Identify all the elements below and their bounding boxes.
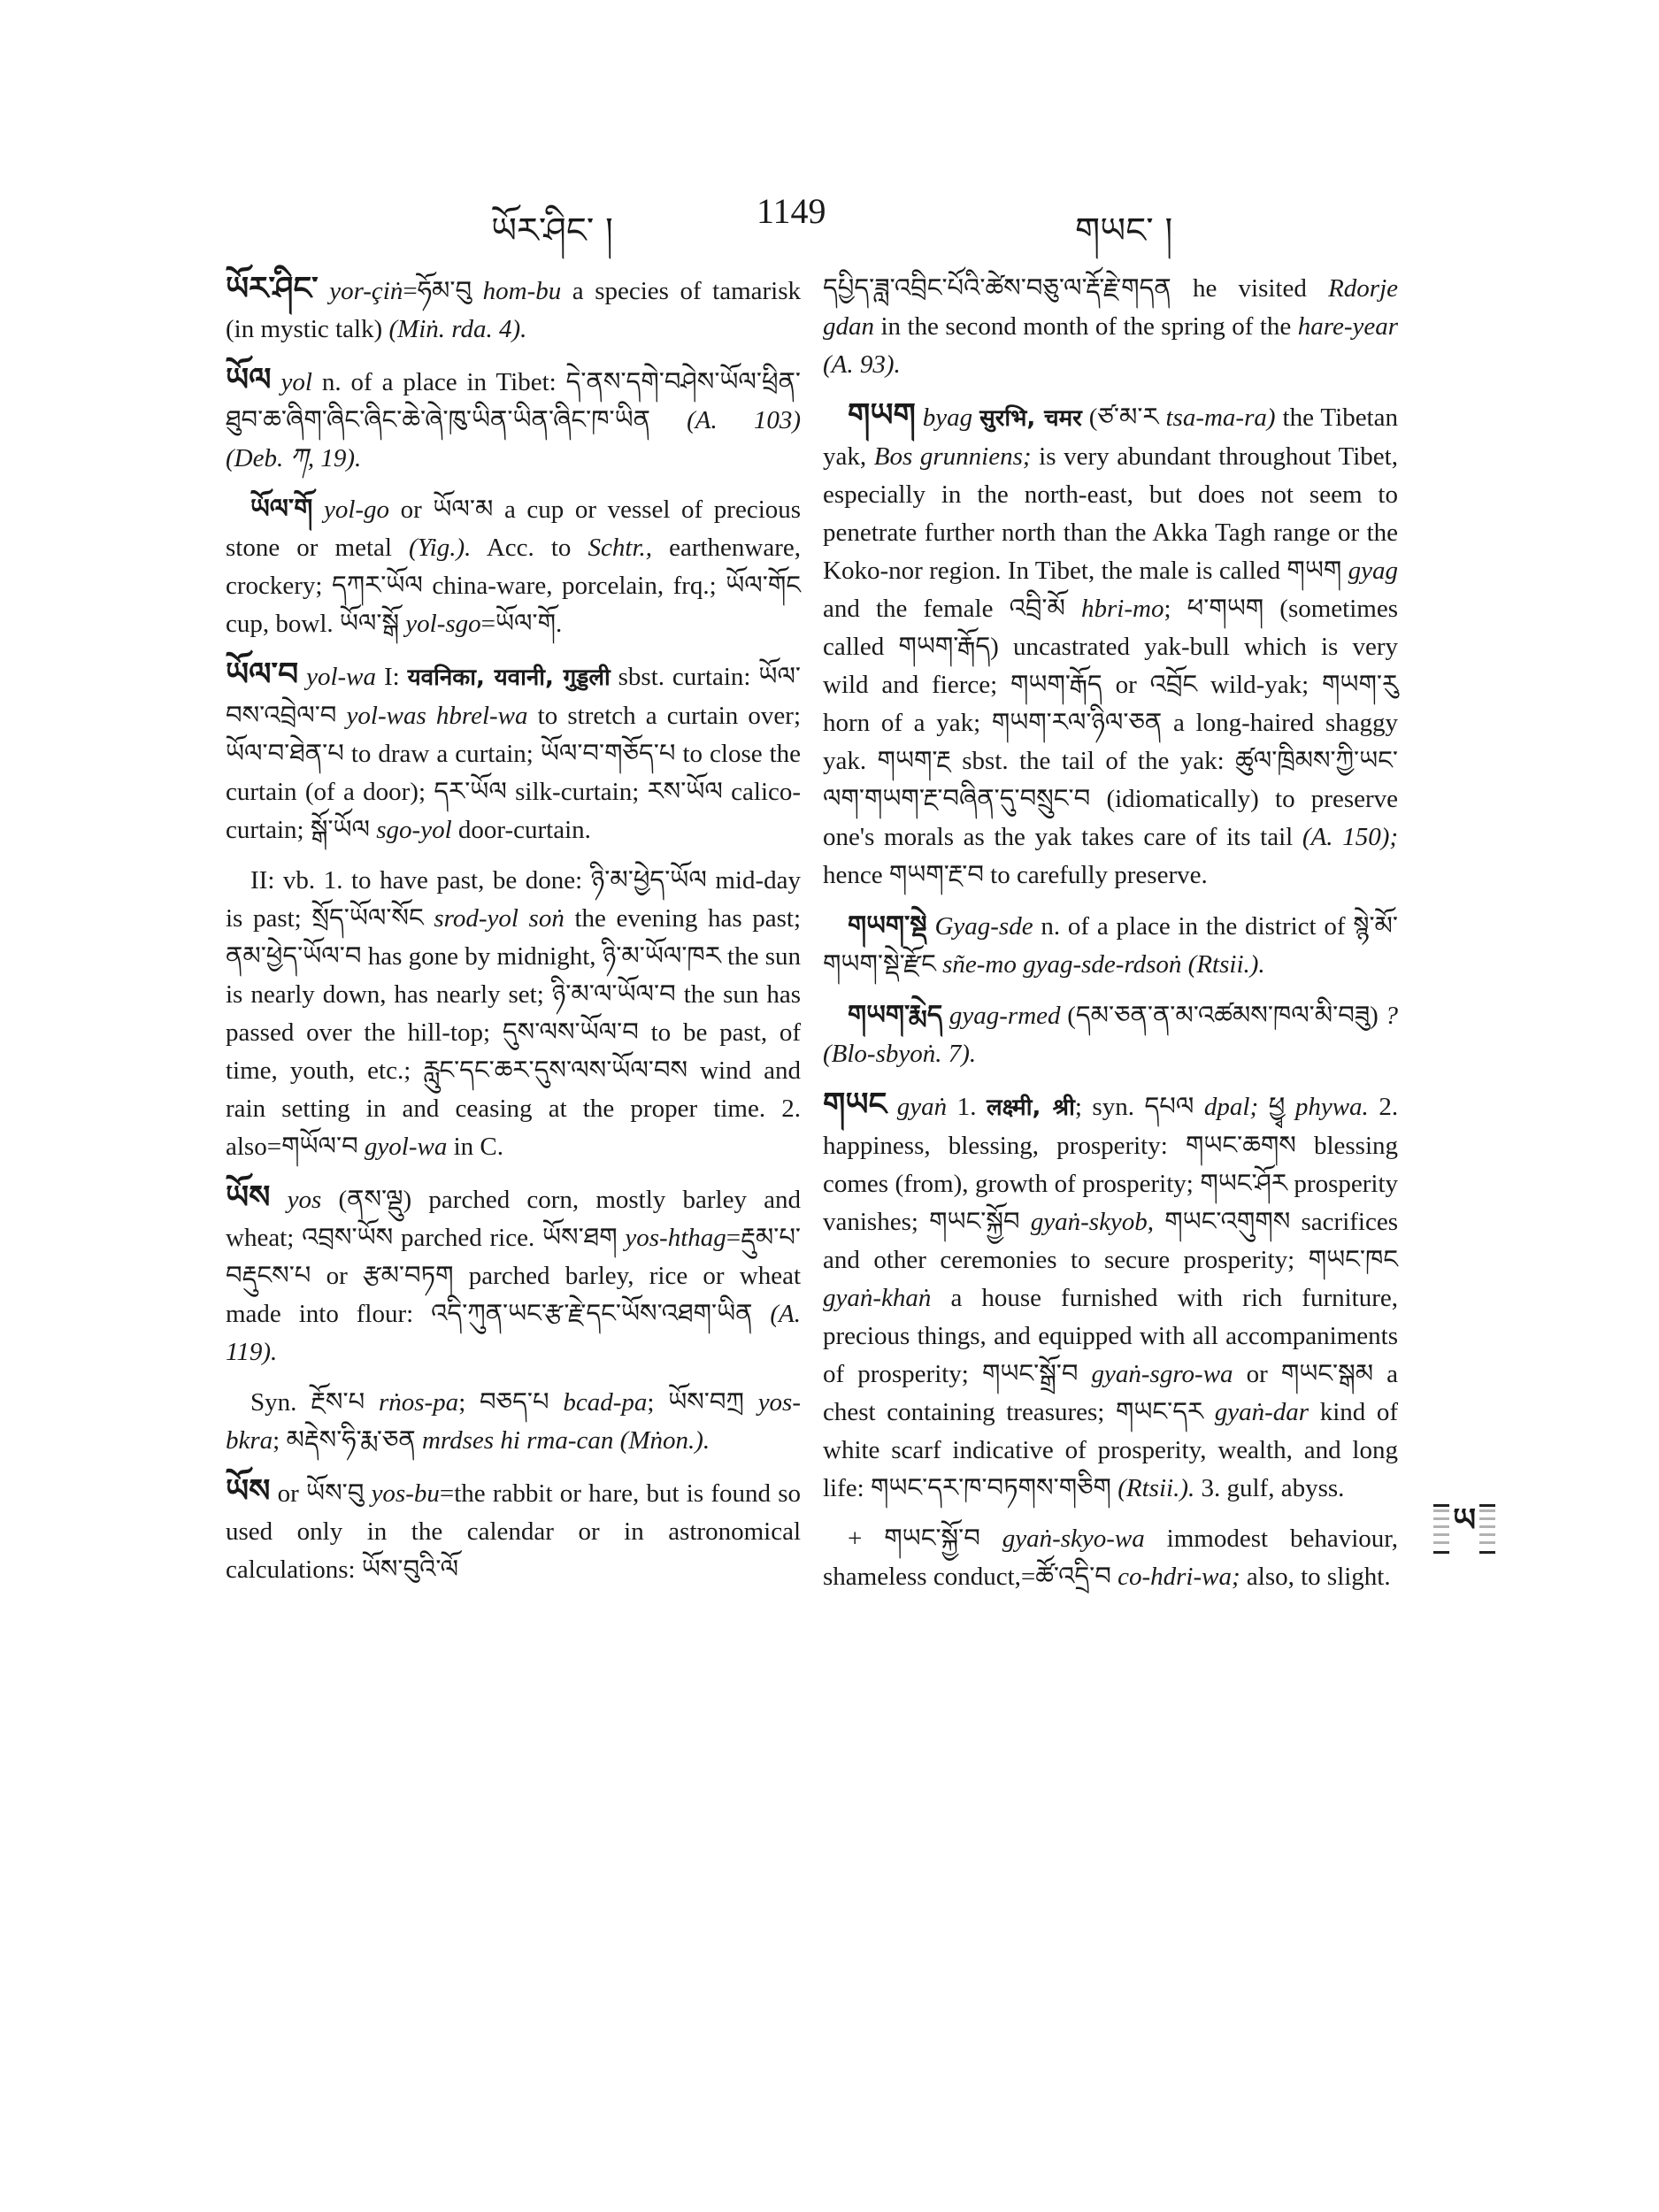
entry-gyag: གཡག byag सुरभि, चमर (ཙ་མ་ར tsa-ma-ra) the Tibetan yak, Bos grunniens; is very abundant throughout Tibet, especially in the north-east, but does not seem to penetrate further north than the Akka Tagh range or the Koko-nor region. In Tibet, the male is called གཡག gyag and the female འབྲི་མོ hbri-mo; ཕ་གཡག (sometimes called གཡག་རྒོད) uncastrated yak-bull which is very wild and fierce; གཡག་རྒོད or འབྲོང wild-yak; གཡག་རུ horn of a yak; གཡག་རལ་ཉིལ་ཅན a long-haired shaggy yak. གཡག་རྔ sbst. the tail of the yak: ཚུལ་ཁྲིམས་ཀྱི་ཡང་ལག་གཡག་རྔ་བཞིན་དུ་བསྲུང་བ (idiomatically) to preserve one's morals as the yak takes care of its tail (A. 150); hence གཡག་རྔ་བ to carefully preserve. — [823, 397, 1399, 889]
entry-gyan-skyo-wa: + གཡང་སྐྱོ་བ gyaṅ-skyo-wa immodest behaviour, shameless conduct,=ཚོ་འདྲི་བ co-hdri-wa; also, to slight. — [823, 1525, 1399, 1591]
left-column — [226, 270, 801, 1601]
entry-yos: ཡོས yos (ནས་ལྡུ) parched corn, mostly barley and wheat; འབྲས་ཡོས parched rice. ཡོས་ཐག yos-hthag=རྡུམ་པ་བརྡུངས་པ or རྩམ་བཏག parched barley, rice or wheat made into flour: འདི་ཀུན་ཡང་རྩ་རྗེ་དང་ཡོས་འཐག་ཡིན (A. 119). — [226, 1179, 802, 1366]
header-left-word: ཡོར་ཤིང་ ། — [491, 211, 613, 251]
header-right-word: གཡང་ ། — [1075, 211, 1173, 251]
entry-yor-cin: ཡོར་ཤིང་ yor-çiṅ=ཧོམ་བུ hom-bu a species of tamarisk (in mystic talk) (Miṅ. rda. 4). — [226, 271, 802, 343]
right-column — [823, 270, 1398, 1609]
thumb-index-tab — [1433, 1504, 1495, 1554]
thumb-index-letter: ཡ — [1449, 1484, 1479, 1574]
entry-yol-go: ཡོལ་གོ yol-go or ཡོལ་མ a cup or vessel of precious stone or metal (Yig.). Acc. to Schtr., earthenware, crockery; དཀར་ཡོལ china-ware, porcelain, frq.; ཡོལ་གོང cup, bowl. ཡོལ་སྒོ yol-sgo=ཡོལ་གོ. — [226, 495, 802, 638]
continued-entry-yos: དཔྱིད་ཟླ་འབྲིང་པོའི་ཚེས་བཅུ་ལ་རྡོ་རྗེ་གདན he visited Rdorje gdan in the second month of the spring of the hare-year (A. 93). — [823, 274, 1399, 379]
entry-gyag-sde: གཡག་སྡེ Gyag-sde n. of a place in the district of སྙེ་མོ་གཡག་སྡེ་རྫོང sñe-mo gyag-sde-rdsoṅ (Rtsii.). — [823, 911, 1399, 979]
entry-yol-wa-sense-2: II: vb. 1. to have past, be done: ཉི་མ་ཕྱེད་ཡོལ mid-day is past; སྲོད་ཡོལ་སོང srod-yol soṅ the evening has past; ནམ་ཕྱེད་ཡོལ་བ has gone by midnight, ཉི་མ་ཡོལ་ཁར the sun is nearly down, has nearly set; ཉི་མ་ལ་ཡོལ་བ the sun has passed over the hill-top; དུས་ལས་ཡོལ་བ to be past, of time, youth, etc.; རླུང་དང་ཆར་དུས་ལས་ཡོལ་བས wind and rain setting in and ceasing at the proper time. 2. also=གཡོལ་བ gyol-wa in C. — [226, 866, 802, 1161]
entry-gyan: གཡང gyaṅ 1. लक्ष्मी, श्री; syn. དཔལ dpal; ཕྱྭ phywa. 2. happiness, blessing, prosperity: གཡང་ཆགས blessing comes (from), growth of prosperity; གཡང་ཤོར prosperity vanishes; གཡང་སྐྱོབ gyaṅ-skyob, གཡང་འགུགས sacrifices and other ceremonies to secure prosperity; གཡང་ཁང gyaṅ-khaṅ a house furnished with rich furniture, precious things, and equipped with all accompaniments of prosperity; གཡང་སྒྲོ་བ gyaṅ-sgro-wa or གཡང་སྒམ a chest containing treasures; གཡང་དར gyaṅ-dar kind of white scarf indicative of prosperity, wealth, and long life: གཡང་དར་ཁ་བཏགས་གཅིག (Rtsii.). 3. gulf, abyss. — [823, 1087, 1399, 1502]
entry-yos-synonyms: Syn. རྔོས་པ rṅos-pa; བཅད་པ bcad-pa; ཡོས་བཀྲ yos-bkra; མརྡེས་ཧི་རྨ་ཅན mrdses hi rma-can (Mṅon.). — [226, 1388, 802, 1455]
page-number: 1149 — [757, 191, 826, 231]
entry-yos-bu: ཡོས or ཡོས་བུ yos-bu=the rabbit or hare, but is found so used only in the calendar or in astronomical calculations: ཡོས་བུའི་ལོ — [226, 1473, 802, 1584]
entry-yol-wa: ཡོལ་བ yol-wa I: यवनिका, यवानी, गुड्डली sbst. curtain: ཡོལ་བས་འབྲེལ་བ yol-was hbrel-wa to stretch a curtain over; ཡོལ་བ་ཐེན་པ to draw a curtain; ཡོལ་བ་གཅོད་པ to close the curtain (of a door); དར་ཡོལ silk-curtain; རས་ཡོལ calico-curtain; སྒོ་ཡོལ sgo-yol door-curtain. — [226, 657, 802, 844]
entry-gyag-rmed: གཡག་རྨེད gyag-rmed (དམ་ཅན་ན་མ་འཚམས་ཁལ་མི་བཟུ) ? (Blo-sbyoṅ. 7). — [823, 1001, 1398, 1068]
entry-yol: ཡོལ yol n. of a place in Tibet: དེ་ནས་དགེ་བཤེས་ཡོལ་ཕྲིན་ཐུབ་ཆ་ཞིག་ཞིང་ཞིང་ཆེ་ཞེ་ཁུ་ཡིན་ཡིན་ཞིང་ཁ་ཡིན (A. 103) (Deb. ཀ, 19). — [226, 362, 802, 472]
running-header — [226, 190, 1420, 251]
